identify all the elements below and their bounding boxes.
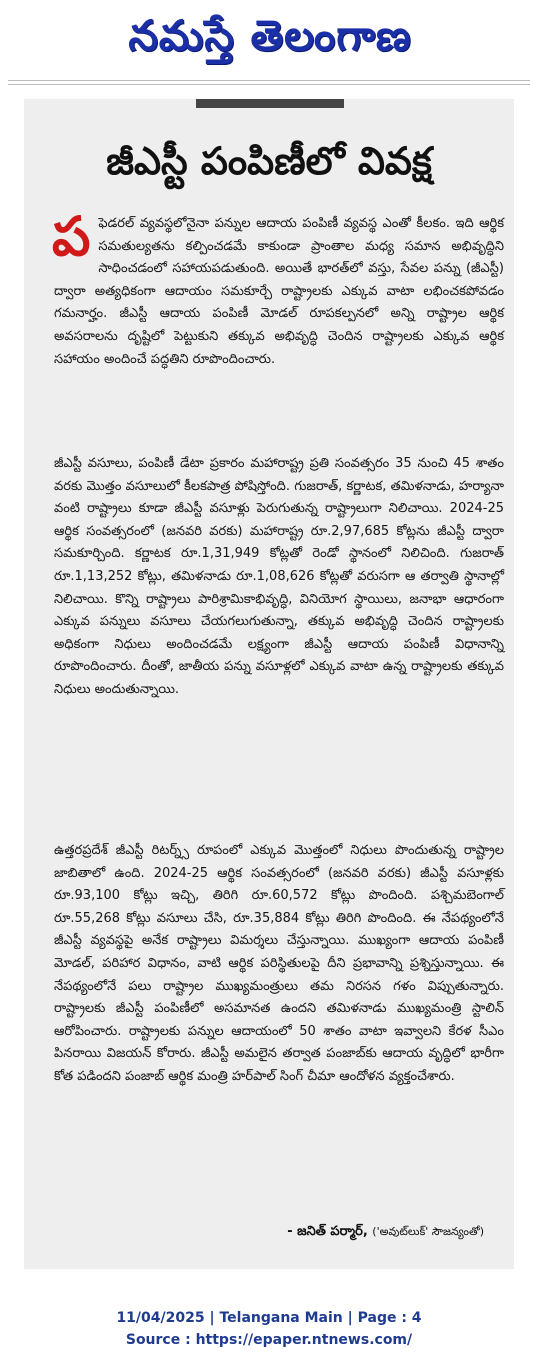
footer-date-line: 11/04/2025 | Telangana Main | Page : 4: [116, 1310, 422, 1326]
article-paragraph-2: జీఎస్టీ వసూలు, పంపిణీ డేటా ప్రకారం మహారాష్ట్ర ప్రతి సంవత్సరం 35 నుంచి 45 శాతం వరకు మొత్తం వసూలులో కీలకపాత్ర పోషిస్తోంది. గుజరాత్, కర్ణాటక, తమిళనాడు, హర్యానా వంటి రాష్ట్రాలు కూడా జీఎస్టీ వసూళ్లు పెరుగుతున్న రాష్ట్రాలుగా నిలిచాయి. 2024-25 ఆర్థిక సంవత్సరంలో (జనవరి వరకు) మహారాష్ట్ర రూ.2,97,685 కోట్లను జీఎస్టీ ద్వారా సమకూర్చింది. కర్ణాటక రూ.1,31,949 కోట్లతో రెండో స్థానంలో నిలిచింది. గుజరాత్ రూ.1,13,252 కోట్లు, తమిళనాడు రూ.1,08,626 కోట్లతో వరుసగా ఆ తర్వాతి స్థానాల్లో నిలిచాయి. కొన్ని రాష్ట్రాలు పారిశ్రామికాభివృద్ధి, వినియోగ స్థాయిలు, జనాభా ఆధారంగా ఎక్కువ పన్నులు వసూలు చేయగలుగుతున్నా, తక్కువ అభివృద్ధి చెందిన రాష్ట్రాలకు అధికంగా నిధులు అందించడమే లక్ష్యంగా జీఎస్టీ ఆదాయ పంపిణీ విధానాన్ని రూపొందించారు. దీంతో, జాతీయ పన్ను వసూళ్లలో ఎక్కువ వాటా ఉన్న రాష్ట్రాలకు తక్కువ నిధులు అందుతున్నాయి.: [54, 456, 504, 697]
article-headline: జీఎస్టీ పంపిణీలో వివక్ష: [106, 139, 432, 183]
masthead-divider: [8, 80, 530, 85]
paragraph-1-text: ఫెడరల్ వ్యవస్థలోనైనా పన్నుల ఆదాయ పంపిణీ వ్యవస్థ ఎంతో కీలకం. ఇది ఆర్థిక సమతుల్యతను కల్పించడమే కాకుండా ప్రాంతాల మధ్య సమాన అభివృద్ధిని సాధించడంలో సహాయపడుతుంది. అయితే భారత్‌లో వస్తు, సేవల పన్ను (జీఎస్టీ) ద్వారా అత్యధికంగా ఆదాయం సమకూర్చే రాష్ట్రాలకు ఎక్కువ వాటా లభించకపోవడం గమనార్హం. జీఎస్టీ ఆదాయ పంపిణీ మోడల్ రూపకల్పనలో అన్ని రాష్ట్రాల ఆర్థిక అవసరాలను దృష్టిలో పెట్టుకుని తక్కువ అభివృద్ధి చెందిన రాష్ట్రాలకు ఎక్కువ ఆర్థిక సహాయం అందించే పద్ధతిని రూపొందించారు.: [54, 216, 504, 367]
footer-source-line: Source : https://epaper.ntnews.com/: [125, 1332, 413, 1348]
article-clipping: [24, 99, 514, 1269]
drop-cap: ప: [52, 205, 91, 268]
article-paragraph-1: [52, 205, 504, 371]
masthead-logo: నమస్తే తెలంగాణ: [128, 11, 412, 60]
byline-author: - జనిత్ పర్మార్,: [287, 1224, 368, 1239]
article-paragraph-3: ఉత్తరప్రదేశ్ జీఎస్టీ రిటర్న్స్ రూపంలో ఎక్కువ మొత్తంలో నిధులు పొందుతున్న రాష్ట్రాల జాబితాలో ఉంది. 2024-25 ఆర్థిక సంవత్సరంలో (జనవరి వరకు) జీఎస్టీ వసూళ్లకు రూ.93,100 కోట్లు ఇచ్చి, తిరిగి రూ.60,572 కోట్లు పొందింది. పశ్చిమబెంగాల్ రూ.55,268 కోట్లు వసూలు చేసి, రూ.35,884 కోట్లు తిరిగి పొందింది. ఈ నేపథ్యంలోనే జీఎస్టీ వ్యవస్థపై అనేక రాష్ట్రాలు విమర్శలు చేస్తున్నాయి. ముఖ్యంగా ఆదాయ పంపిణీ మోడల్, పరిహార విధానం, వాటి ఆర్థిక పరిస్థితులపై దీని ప్రభావాన్ని ప్రశ్నిస్తున్నాయి. ఈ నేపథ్యంలోనే పలు రాష్ట్రాల ముఖ్యమంత్రులు తమ నిరసన గళం విప్పుతున్నారు. రాష్ట్రాలకు జీఎస్టీ పంపిణీలో అసమానత ఉందని తమిళనాడు ముఖ్యమంత్రి స్టాలిన్ ఆరోపించారు. రాష్ట్రాలకు పన్నుల ఆదాయంలో 50 శాతం వాటా ఇవ్వాలని కేరళ సీఎం పినరాయి విజయన్ కోరారు. జీఎస్టీ అమలైన తర్వాత పంజాబ్‌కు ఆదాయ వృద్ధిలో భారీగా కోత పడిందని పంజాబ్ ఆర్థిక మంత్రి హర్‌పాల్ సింగ్ చీమా ఆందోళన వ్యక్తంచేశారు.: [54, 843, 504, 1084]
clipping-top-tab: [196, 99, 344, 108]
byline-credit: ('అవుట్‌లుక్' సౌజన్యంతో): [372, 1225, 484, 1238]
article-byline: [287, 1224, 484, 1242]
